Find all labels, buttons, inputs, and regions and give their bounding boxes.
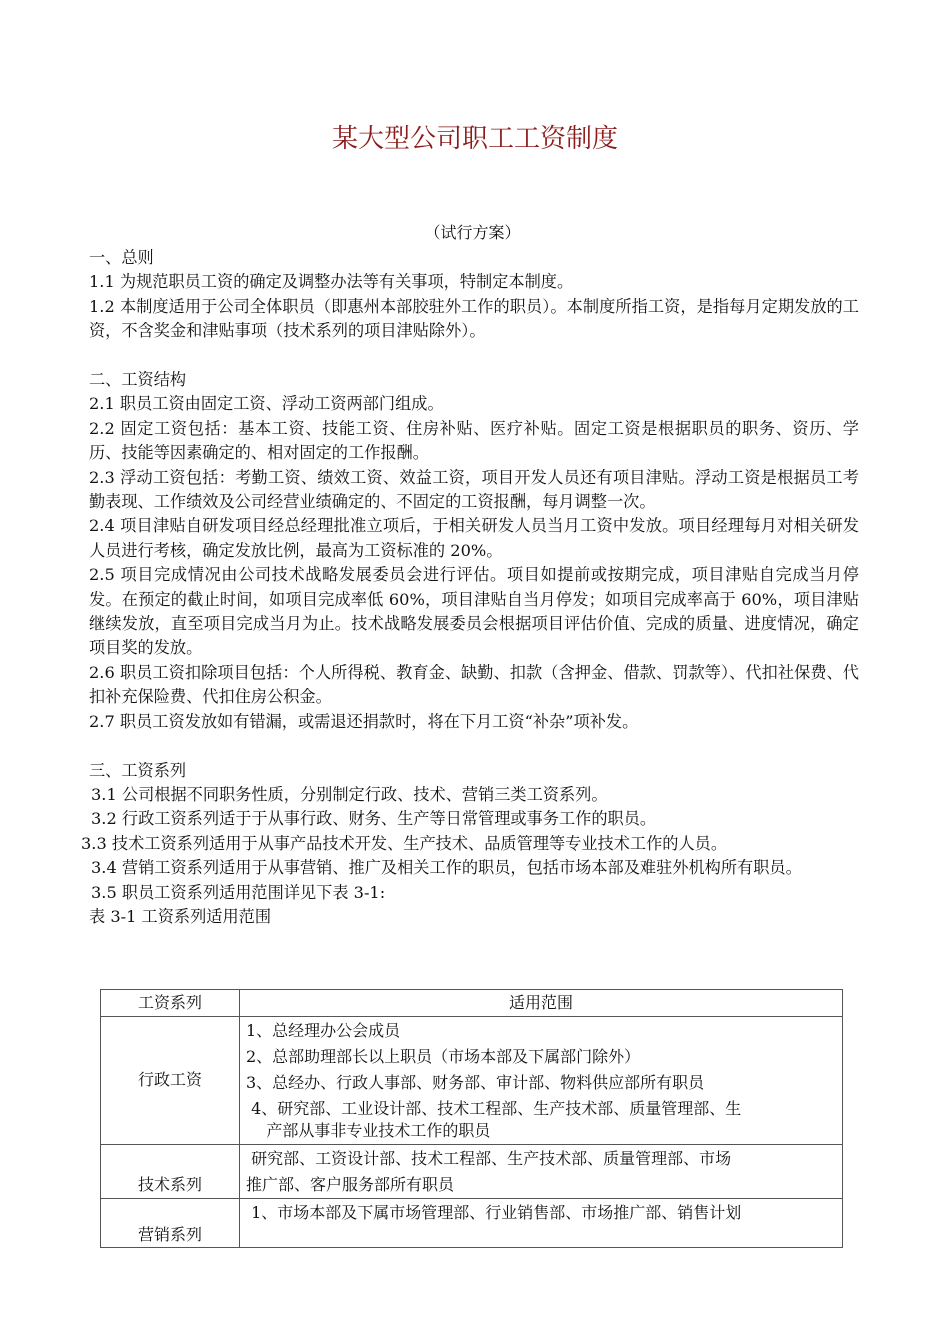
- table-caption: 表 3-1 工资系列适用范围: [89, 906, 272, 926]
- clause-2-1: 2.1 职员工资由固定工资、浮动工资两部门组成。: [89, 394, 444, 414]
- section-heading-general: 一、总则: [89, 248, 154, 267]
- scope-line: 2、总部助理部长以上职员（市场本部及下属部门除外）: [246, 1047, 641, 1066]
- clause-3-1: 3.1 公司根据不同职务性质，分别制定行政、技术、营销三类工资系列。: [91, 784, 608, 804]
- document-body: [81, 246, 859, 929]
- clause-2-7: 2.7 职员工资发放如有错漏，或需退还捐款时，将在下月工资“补杂”项补发。: [89, 711, 639, 731]
- clause-2-2: 2.2 固定工资包括：基本工资、技能工资、住房补贴、医疗补贴。固定工资是根据职员的职务、资历、学历、技能等因素确定的、相对固定的工作报酬。: [89, 418, 859, 463]
- row-series-label: 技术系列: [137, 1175, 202, 1194]
- scope-line: 研究部、工资设计部、技术工程部、生产技术部、质量管理部、市场: [246, 1149, 732, 1168]
- header-scope: 适用范围: [240, 990, 843, 1017]
- clause-2-6: 2.6 职员工资扣除项目包括：个人所得税、教育金、缺勤、扣款（含押金、借款、罚款等）、代扣社保费、代扣补充保险费、代扣住房公积金。: [89, 662, 859, 707]
- scope-line: 1、市场本部及下属市场管理部、行业销售部、市场推广部、销售计划: [246, 1203, 742, 1222]
- scope-line: 产部从事非专业技术工作的职员: [246, 1121, 491, 1140]
- clause-3-5: 3.5 职员工资系列适用范围详见下表 3-1:: [91, 882, 386, 902]
- clause-3-4: 3.4 营销工资系列适用于从事营销、推广及相关工作的职员，包括市场本部及难驻外机构所有职员。: [91, 858, 802, 878]
- table-header-row: [101, 990, 843, 1017]
- scope-line: 推广部、客户服务部所有职员: [246, 1175, 455, 1194]
- document-title: 某大型公司职工工资制度: [331, 124, 618, 154]
- table-row: [101, 1145, 843, 1199]
- clause-2-5: 2.5 项目完成情况由公司技术战略发展委员会进行评估。项目如提前或按期完成，项目津贴自完成当月停发。在预定的截止时间，如项目完成率低 60%，项目津贴自当月停发；如项目完成率高于 60%，项目津贴继续发放，直至项目完成当月为止。技术战略发展委员会根据项目评估价值、完成的质量、进度情况，确定项目奖的发放。: [89, 565, 859, 658]
- scope-line: 1、总经理办公会成员: [246, 1021, 401, 1040]
- row-series-label: 行政工资: [137, 1070, 202, 1089]
- clause-2-3: 2.3 浮动工资包括：考勤工资、绩效工资、效益工资，项目开发人员还有项目津贴。浮动工资是根据员工考勤表现、工作绩效及公司经营业绩确定的、不固定的工资报酬，每月调整一次。: [89, 467, 859, 512]
- clause-2-4: 2.4 项目津贴自研发项目经总经理批准立项后，于相关研发人员当月工资中发放。项目经理每月对相关研发人员进行考核，确定发放比例，最高为工资标准的 20%。: [89, 516, 859, 560]
- scope-line: 3、总经办、行政人事部、财务部、审计部、物料供应部所有职员: [246, 1073, 705, 1092]
- table-row: [101, 1017, 843, 1145]
- header-series: 工资系列: [101, 990, 240, 1017]
- row-series-label: 营销系列: [137, 1225, 202, 1244]
- clause-3-3: 3.3 技术工资系列适用于从事产品技术开发、生产技术、品质管理等专业技术工作的人员。: [81, 833, 728, 853]
- table-row: [101, 1199, 843, 1248]
- clause-3-2: 3.2 行政工资系列适于于从事行政、财务、生产等日常管理或事务工作的职员。: [91, 809, 657, 829]
- document-subtitle: （试行方案）: [424, 223, 521, 242]
- section-heading-structure: 二、工资结构: [89, 370, 187, 390]
- scope-line: 4、研究部、工业设计部、技术工程部、生产技术部、质量管理部、生: [246, 1099, 742, 1118]
- clause-1-1: 1.1 为规范职员工资的确定及调整办法等有关事项，特制定本制度。: [89, 272, 574, 292]
- clause-1-2: 1.2 本制度适用于公司全体职员（即惠州本部胶驻外工作的职员）。本制度所指工资，是指每月定期发放的工资，不含奖金和津贴事项（技术系列的项目津贴除外）。: [89, 296, 859, 341]
- section-heading-series: 三、工资系列: [89, 760, 187, 780]
- salary-series-table: [100, 989, 843, 1248]
